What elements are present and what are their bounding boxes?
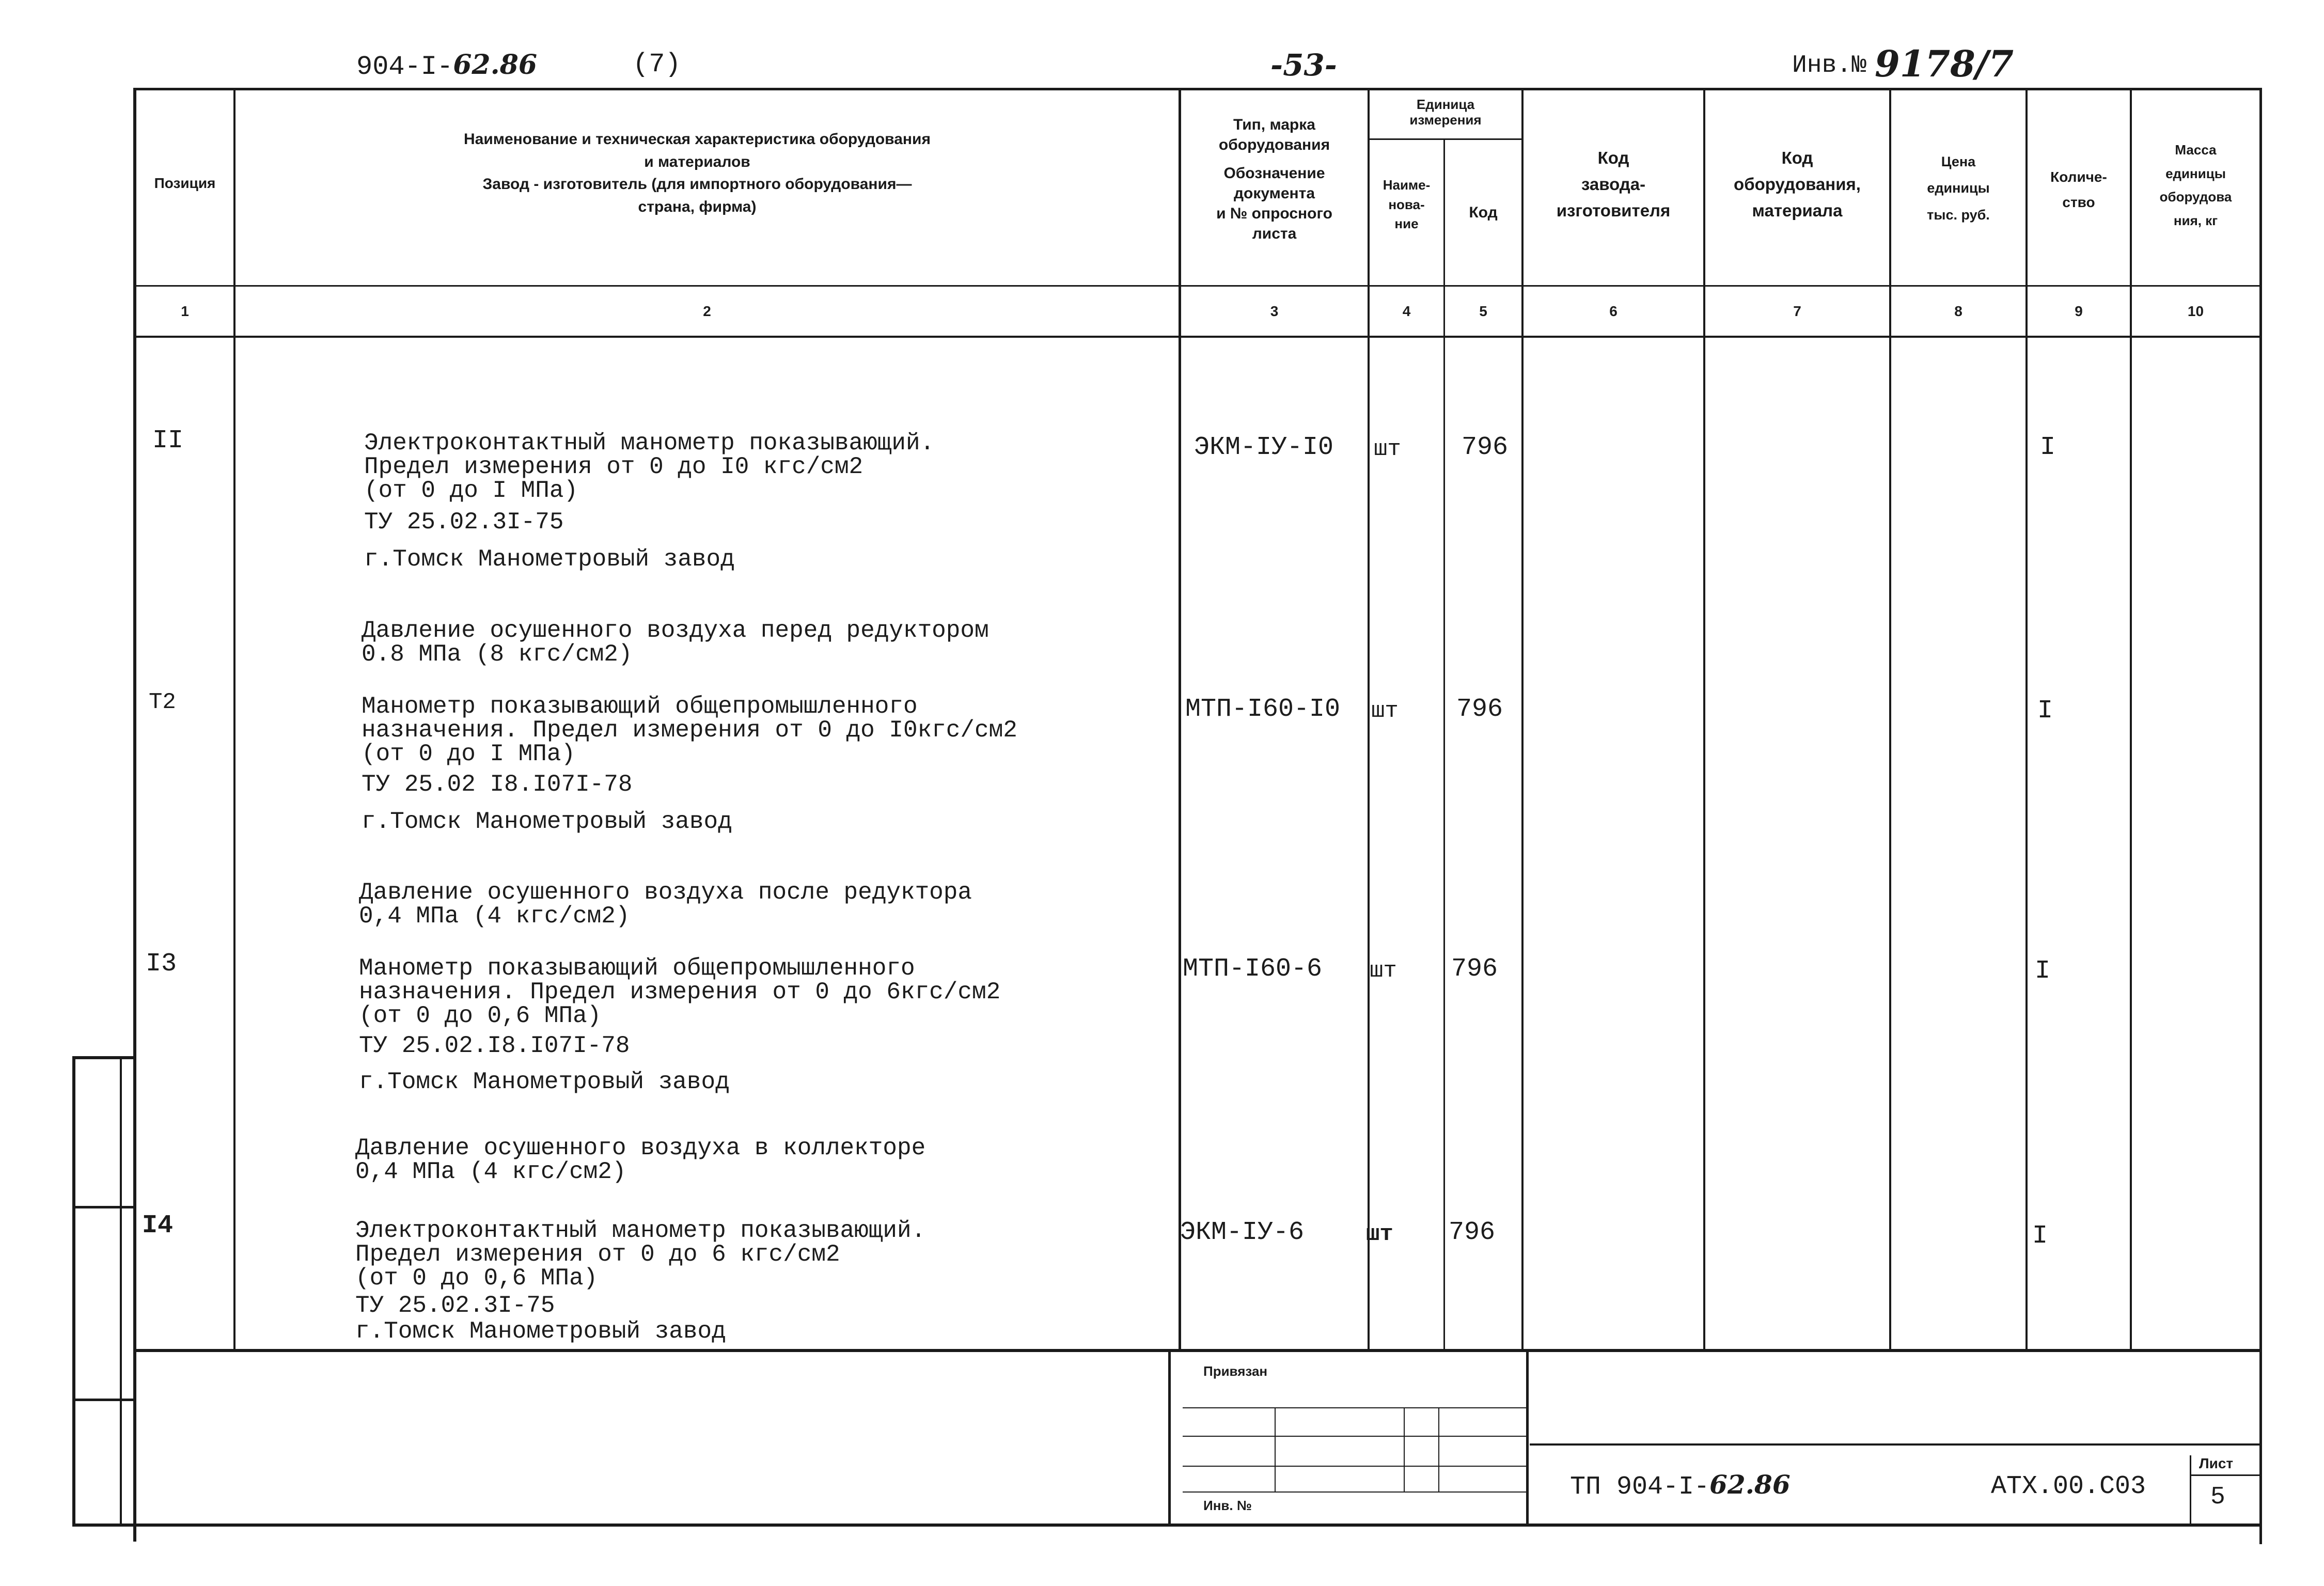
stamp-grid-line	[1438, 1407, 1439, 1493]
column-number: 10	[2187, 303, 2204, 319]
col-line-2	[1179, 90, 1181, 1351]
row-position: I4	[142, 1211, 174, 1240]
sheet-number: 5	[2210, 1483, 2225, 1511]
stamp-right-line	[1526, 1351, 1529, 1525]
row-quantity: I	[2040, 433, 2056, 462]
sheet-box-left	[2190, 1455, 2191, 1524]
stamp-grid-line	[1404, 1407, 1405, 1493]
row-code: 796	[1456, 695, 1503, 724]
row-note: Давление осушенного воздуха перед редуктором 0.8 МПа (8 кгс/см2)	[362, 617, 989, 668]
col-line-1	[233, 90, 235, 1351]
col-line-9	[2130, 90, 2132, 1351]
table-right-border	[2259, 88, 2262, 1544]
column-number: 2	[703, 303, 711, 319]
stamp-grid-line	[1183, 1466, 1526, 1467]
header-mass: Масса единицы оборудова ния, кг	[2159, 142, 2232, 228]
row-code: 796	[1449, 1218, 1496, 1247]
document-code: 904-I-62.86	[356, 49, 538, 82]
column-number: 7	[1793, 303, 1801, 319]
sheet-box-divider	[2191, 1474, 2259, 1476]
header-name: Наименование и техническая характеристика оборудования и материалов Завод - изготовитель (для импортного оборудования— страна, фирма)	[464, 131, 931, 215]
row-unit: шт	[1371, 698, 1399, 724]
stamp-left-line	[1168, 1351, 1171, 1525]
document-part: (7)	[633, 49, 681, 80]
header-position: Позиция	[154, 175, 216, 191]
binding-strip-line	[72, 1206, 134, 1208]
sheet-label: Лист	[2199, 1455, 2234, 1471]
unit-group-divider	[1369, 138, 1522, 140]
inventory-number: 9178/7	[1875, 42, 2014, 85]
header-price: Цена единицы тыс. руб.	[1927, 154, 1990, 223]
table-top-border	[133, 88, 2262, 90]
row-tu: ТУ 25.02 I8.I07I-78	[362, 771, 633, 798]
col-line-7	[1889, 90, 1891, 1351]
binding-strip-line	[72, 1056, 134, 1059]
row-unit: шт	[1370, 958, 1397, 984]
column-number: 9	[2075, 303, 2083, 319]
stamp-grid-line	[1183, 1436, 1526, 1437]
row-tu: ТУ 25.02.3I-75	[364, 509, 564, 536]
col-line-8	[2025, 90, 2028, 1351]
row-maker: г.Томск Манометровый завод	[362, 808, 732, 835]
header-unit-name: Наиме- нова- ние	[1383, 177, 1431, 232]
header-quantity: Количе- ство	[2050, 169, 2107, 210]
title-block-divider	[1530, 1443, 2259, 1446]
header-unit-code: Код	[1469, 204, 1498, 221]
row-unit: шт	[1366, 1221, 1393, 1247]
row-maker: г.Томск Манометровый завод	[364, 546, 735, 573]
row-description: Электроконтактный манометр показывающий. Предел измерения от 0 до 6 кгс/см2 (от 0 до 0,6 МПа)	[355, 1217, 926, 1292]
stamp-grid-line	[1183, 1407, 1526, 1408]
col-line-5	[1521, 90, 1524, 1351]
header-unit-group: Единица измерения	[1409, 97, 1482, 128]
row-type: ЭКМ-IУ-I0	[1194, 433, 1334, 462]
footer-bottom-border	[72, 1524, 2262, 1527]
row-maker: г.Томск Манометровый завод	[355, 1318, 726, 1345]
binding-strip-line	[72, 1399, 134, 1401]
row-tu: ТУ 25.02.3I-75	[355, 1292, 555, 1319]
header-divider	[136, 285, 2259, 287]
column-number: 4	[1402, 303, 1411, 319]
row-position: Т2	[149, 689, 176, 715]
row-quantity: I	[2035, 956, 2051, 986]
row-tu: ТУ 25.02.I8.I07I-78	[359, 1032, 630, 1059]
row-quantity: I	[2037, 696, 2053, 726]
stamp-linked-label: Привязан	[1203, 1363, 1268, 1379]
header-equipment-code: Код оборудования, материала	[1734, 148, 1861, 221]
header-type: Тип, марка оборудования Обозначение документа и № опросного листа	[1216, 116, 1332, 242]
col-line-6	[1703, 90, 1705, 1351]
row-unit: шт	[1374, 436, 1401, 462]
inventory-label: Инв.№	[1792, 52, 1867, 80]
stamp-inv-label: Инв. №	[1203, 1498, 1252, 1513]
column-number: 8	[1954, 303, 1962, 319]
row-maker: г.Томск Манометровый завод	[359, 1069, 730, 1095]
column-number: 3	[1270, 303, 1279, 319]
row-note: Давление осушенного воздуха после редуктора 0,4 МПа (4 кгс/см2)	[359, 879, 972, 930]
column-number: 1	[181, 303, 189, 319]
row-type: МТП-I60-6	[1183, 954, 1323, 984]
row-code: 796	[1451, 954, 1498, 984]
header-maker-code: Код завода- изготовителя	[1556, 148, 1671, 221]
col-line-4	[1443, 139, 1445, 1351]
column-number: 5	[1479, 303, 1487, 319]
row-type: ЭКМ-IУ-6	[1180, 1218, 1305, 1247]
row-position: II	[152, 426, 184, 456]
title-drawing-code: АТХ.00.С03	[1991, 1472, 2146, 1501]
footer-top-border	[133, 1349, 2262, 1352]
page-number: -53-	[1270, 48, 1337, 83]
column-number: 6	[1609, 303, 1618, 319]
row-description: Манометр показывающий общепромышленного назначения. Предел измерения от 0 до I0кгс/см2 (от 0 до I МПа)	[362, 693, 1017, 767]
row-description: Электроконтактный манометр показывающий. Предел измерения от 0 до I0 кгс/см2 (от 0 до I МПа)	[364, 430, 935, 504]
row-note: Давление осушенного воздуха в коллекторе 0,4 МПа (4 кгс/см2)	[355, 1135, 926, 1185]
binding-strip-line	[72, 1056, 75, 1526]
row-position: I3	[146, 949, 177, 979]
row-description: Манометр показывающий общепромышленного назначения. Предел измерения от 0 до 6кгс/см2 (от 0 до 0,6 МПа)	[359, 955, 1001, 1029]
column-numbers-divider	[136, 336, 2259, 338]
row-quantity: I	[2032, 1221, 2048, 1251]
title-doc-code: ТП 904-I-62.86	[1570, 1469, 1791, 1502]
row-type: МТП-I60-I0	[1185, 695, 1341, 724]
stamp-grid-line	[1183, 1491, 1526, 1493]
stamp-grid-line	[1275, 1407, 1276, 1493]
binding-strip-line	[120, 1056, 122, 1526]
col-line-3	[1368, 90, 1370, 1351]
row-code: 796	[1462, 433, 1509, 462]
